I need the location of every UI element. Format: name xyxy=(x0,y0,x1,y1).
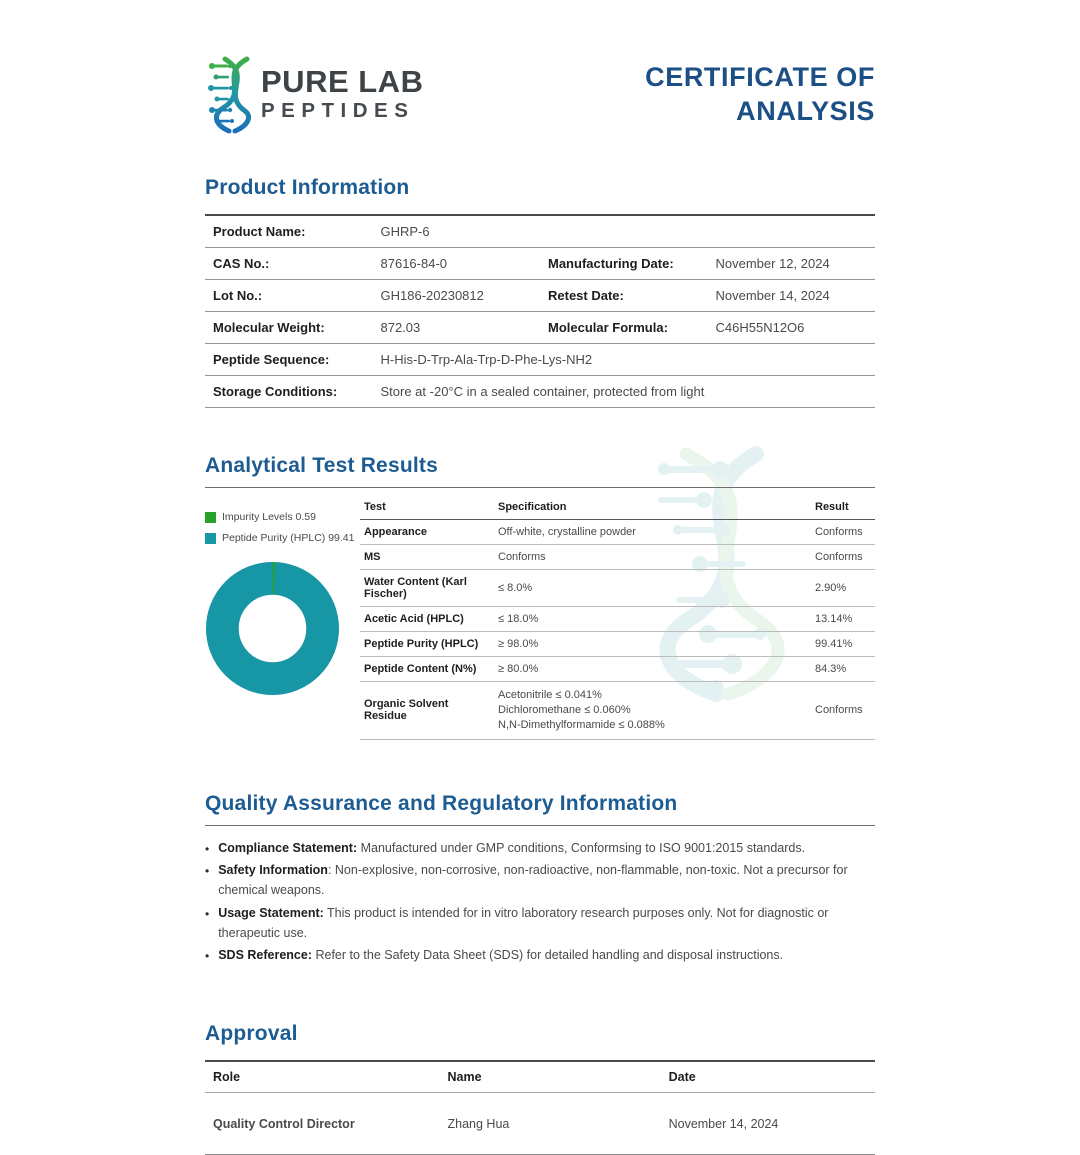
test-result: 84.3% xyxy=(815,663,847,675)
legend-label: Impurity Levels 0.59 xyxy=(222,511,316,523)
table-row xyxy=(205,312,875,344)
test-result: Conforms xyxy=(815,526,863,538)
section-divider xyxy=(205,825,875,826)
table-row xyxy=(205,215,875,248)
field-value: H-His-D-Trp-Ala-Trp-D-Phe-Lys-NH2 xyxy=(373,344,876,376)
table-row xyxy=(205,376,875,408)
legend-swatch-impurity-icon xyxy=(205,512,216,523)
bullet-icon: • xyxy=(205,949,210,964)
table-row xyxy=(360,657,875,682)
spec-line: Dichloromethane ≤ 0.060% xyxy=(498,703,631,716)
field-label: Retest Date: xyxy=(540,280,708,312)
test-spec: ≤ 8.0% xyxy=(498,582,533,594)
product-info-heading: Product Information xyxy=(205,176,410,199)
test-spec: Conforms xyxy=(498,551,546,563)
field-value: 872.03 xyxy=(373,312,541,344)
test-name: Appearance xyxy=(364,526,427,538)
table-row xyxy=(360,682,875,740)
donut-chart xyxy=(205,561,340,696)
bullet-text: SDS Reference: Refer to the Safety Data Sheet (SDS) for detailed handling and disposal instructions. xyxy=(218,948,784,963)
table-row xyxy=(360,520,875,545)
field-value: GH186-20230812 xyxy=(373,280,541,312)
test-result: Conforms xyxy=(815,551,863,563)
column-header: Role xyxy=(205,1061,440,1093)
table-row xyxy=(205,344,875,376)
approval-heading: Approval xyxy=(205,1022,298,1046)
column-header: Date xyxy=(661,1061,875,1093)
legend-swatch-purity-icon xyxy=(205,533,216,544)
list-item xyxy=(205,839,875,859)
document-title xyxy=(645,56,875,128)
test-spec: ≤ 18.0% xyxy=(498,613,539,625)
test-name: Water Content (Karl Fischer) xyxy=(364,576,467,600)
document-title-line1: CERTIFICATE OF xyxy=(645,62,875,92)
table-row xyxy=(360,632,875,657)
table-header-row xyxy=(360,495,875,520)
column-header: Result xyxy=(815,501,849,513)
column-header: Test xyxy=(364,501,386,513)
test-result: 13.14% xyxy=(815,613,853,625)
list-item xyxy=(205,904,875,944)
field-value: GHRP-6 xyxy=(380,224,430,239)
legend-label: Peptide Purity (HPLC) 99.41 xyxy=(222,532,355,544)
table-row xyxy=(360,570,875,607)
product-info-table xyxy=(205,214,875,408)
test-result: Conforms xyxy=(815,704,863,717)
field-value: 87616-84-0 xyxy=(373,248,541,280)
approval-date: November 14, 2024 xyxy=(668,1116,779,1131)
field-label: Manufacturing Date: xyxy=(540,248,708,280)
analytical-body xyxy=(205,495,875,740)
section-divider xyxy=(205,487,875,488)
list-item xyxy=(205,946,875,966)
field-value: November 12, 2024 xyxy=(708,248,876,280)
field-label: Peptide Sequence: xyxy=(205,344,373,376)
test-spec: ≥ 98.0% xyxy=(498,638,539,650)
list-item xyxy=(205,861,875,901)
analytical-heading: Analytical Test Results xyxy=(205,454,438,477)
field-label: Lot No.: xyxy=(205,280,373,312)
bullet-text: Safety Information: Non-explosive, non-corrosive, non-radioactive, non-flammable, non-toxic. Not a precursor for chemical weapons. xyxy=(218,863,848,898)
test-name: Organic Solvent Residue xyxy=(364,698,449,723)
logo-line2: PEPTIDES xyxy=(261,98,415,122)
field-value: Store at -20°C in a sealed container, protected from light xyxy=(373,376,876,408)
table-row xyxy=(205,248,875,280)
approval-table xyxy=(205,1060,875,1155)
test-result: 2.90% xyxy=(815,582,847,594)
header xyxy=(205,0,875,134)
field-label: Product Name: xyxy=(213,224,306,239)
bullet-icon: • xyxy=(205,841,210,856)
spec-line: N,N-Dimethylformamide ≤ 0.088% xyxy=(498,718,665,731)
test-name: Peptide Content (N%) xyxy=(364,663,477,675)
table-header-row xyxy=(205,1061,875,1093)
logo xyxy=(205,56,423,134)
test-spec: ≥ 80.0% xyxy=(498,663,539,675)
table-row xyxy=(205,280,875,312)
field-label: CAS No.: xyxy=(205,248,373,280)
bullet-text: Usage Statement: This product is intended for in vitro laboratory research purposes only. Not for diagnostic or therapeutic use. xyxy=(218,905,829,940)
column-header: Name xyxy=(440,1061,661,1093)
bullet-icon: • xyxy=(205,864,210,879)
table-row xyxy=(205,1093,875,1155)
field-label: Storage Conditions: xyxy=(205,376,373,408)
test-result: 99.41% xyxy=(815,638,853,650)
field-value: C46H55N12O6 xyxy=(708,312,876,344)
bullet-icon: • xyxy=(205,906,210,921)
document-title-line2: ANALYSIS xyxy=(736,96,875,127)
table-row xyxy=(360,545,875,570)
legend-item xyxy=(205,511,360,523)
field-value: November 14, 2024 xyxy=(708,280,876,312)
logo-dna-icon xyxy=(205,56,253,134)
quality-heading: Quality Assurance and Regulatory Information xyxy=(205,791,678,815)
test-spec: Off-white, crystalline powder xyxy=(498,526,636,538)
field-label: Molecular Weight: xyxy=(205,312,373,344)
test-results-table xyxy=(360,495,875,740)
logo-line1: PURE LAB xyxy=(261,64,424,100)
test-name: Acetic Acid (HPLC) xyxy=(364,613,464,625)
spec-line: Acetonitrile ≤ 0.041% xyxy=(498,689,602,701)
logo-text xyxy=(261,66,423,123)
table-row xyxy=(360,607,875,632)
approver-role: Quality Control Director xyxy=(213,1116,355,1131)
test-name: Peptide Purity (HPLC) xyxy=(364,638,479,650)
quality-bullets xyxy=(205,839,875,967)
purity-chart xyxy=(205,495,360,740)
legend-item xyxy=(205,532,360,544)
approver-name: Zhang Hua xyxy=(447,1116,510,1131)
test-name: MS xyxy=(364,551,381,563)
test-spec xyxy=(498,688,809,733)
field-label: Molecular Formula: xyxy=(540,312,708,344)
column-header: Specification xyxy=(498,501,567,513)
bullet-text: Compliance Statement: Manufactured under GMP conditions, Conformsing to ISO 9001:2015 standards. xyxy=(218,840,806,855)
